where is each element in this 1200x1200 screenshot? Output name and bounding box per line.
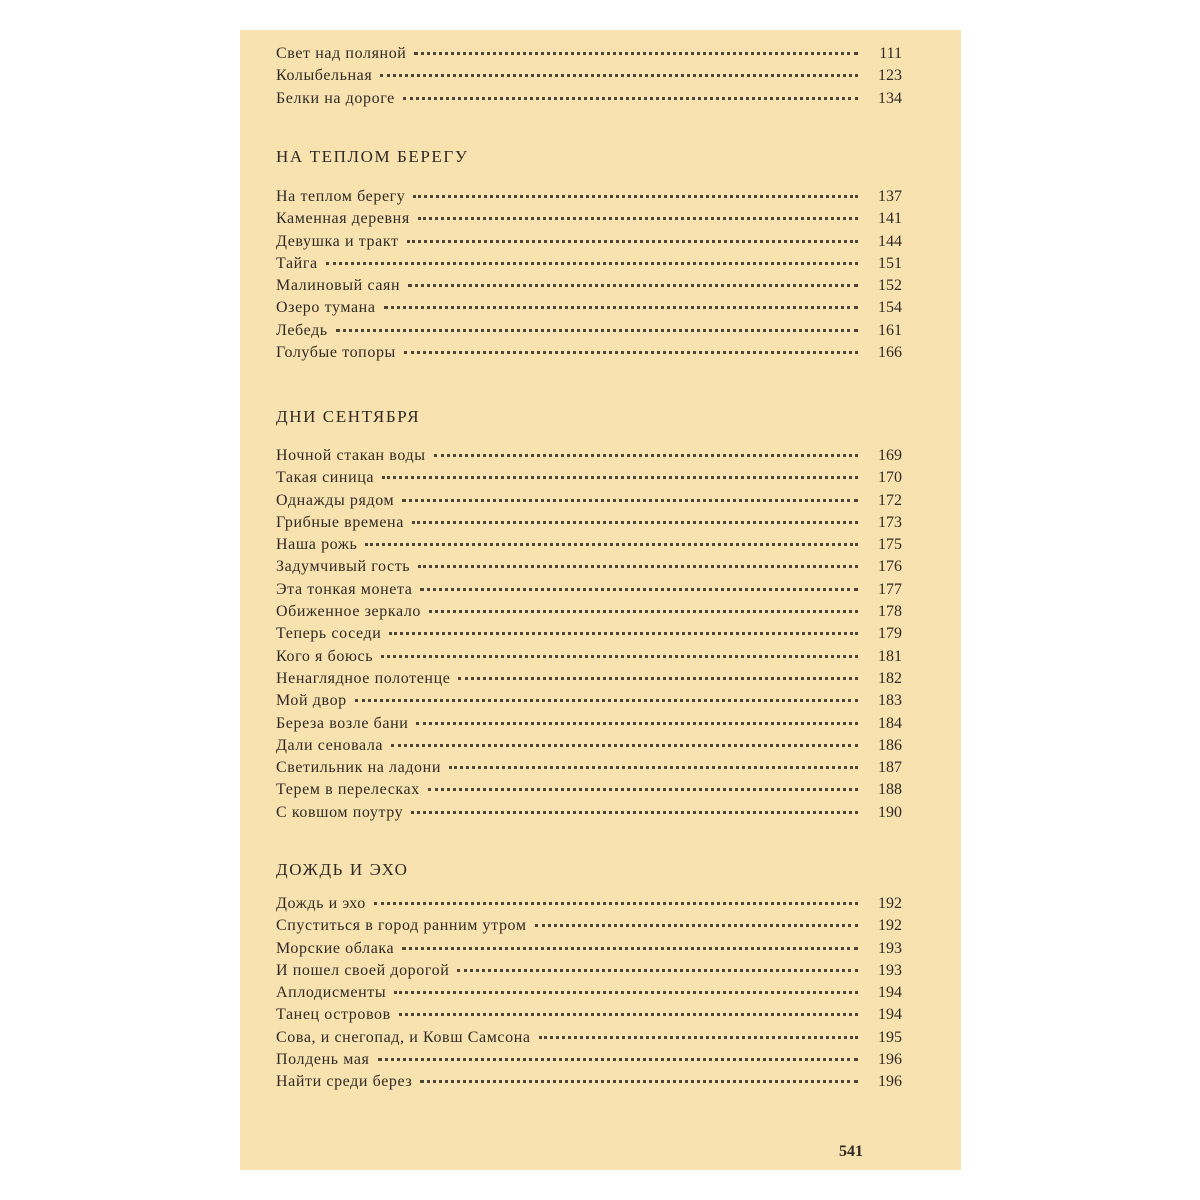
entry-page-number: 134 [878, 89, 902, 107]
dot-leader [365, 543, 858, 546]
dot-leader [412, 521, 858, 524]
entry-page-number: 187 [878, 759, 902, 777]
entry-title: Терем в перелесках [276, 781, 420, 799]
dot-leader [381, 655, 858, 658]
toc-list [276, 45, 902, 112]
entry-page-number: 141 [878, 210, 902, 228]
entry-title: И пошел своей дорогой [276, 961, 450, 979]
entry-page-number: 182 [878, 669, 902, 687]
toc-entry [276, 737, 902, 759]
toc-entry [276, 648, 902, 670]
entry-page-number: 193 [878, 961, 902, 979]
toc-entry [276, 492, 902, 514]
toc-entry [276, 469, 902, 491]
book-page [240, 30, 961, 1170]
toc-entry [276, 447, 902, 469]
entry-title: С ковшом поутру [276, 803, 404, 821]
entry-page-number: 177 [878, 580, 902, 598]
toc-entry [276, 917, 902, 939]
section-heading: ДОЖДЬ И ЭХО [276, 860, 409, 879]
dot-leader [407, 240, 858, 243]
dot-leader [539, 1036, 858, 1039]
toc-list [276, 895, 902, 1096]
entry-page-number: 195 [878, 1028, 902, 1046]
entry-page-number: 175 [878, 536, 902, 554]
entry-page-number: 161 [878, 321, 902, 339]
entry-title: Малиновый саян [276, 277, 401, 295]
toc-entry [276, 895, 902, 917]
toc-entry [276, 1051, 902, 1073]
entry-title: Голубые топоры [276, 344, 396, 362]
dot-leader [418, 565, 858, 568]
page-number: 541 [839, 1143, 863, 1160]
dot-leader [384, 306, 858, 309]
entry-title: Озеро тумана [276, 299, 376, 317]
toc-entry [276, 804, 902, 826]
toc-entry [276, 625, 902, 647]
entry-title: На теплом берегу [276, 188, 406, 205]
dot-leader [449, 766, 858, 769]
entry-page-number: 172 [878, 491, 902, 509]
toc-entry [276, 188, 902, 210]
entry-title: Ночной стакан воды [276, 447, 426, 464]
entry-title: Задумчивый гость [276, 558, 411, 576]
entry-title: Наша рожь [276, 536, 358, 554]
entry-title: Морские облака [276, 939, 395, 957]
toc-entry [276, 67, 902, 89]
toc-entry [276, 322, 902, 344]
toc-entry [276, 940, 902, 962]
toc-entry [276, 514, 902, 536]
entry-title: Грибные времена [276, 513, 404, 531]
entry-page-number: 194 [878, 1006, 902, 1024]
toc-entry [276, 962, 902, 984]
dot-leader [394, 991, 858, 994]
entry-title: Такая синица [276, 469, 375, 487]
entry-title: Обиженное зеркало [276, 603, 422, 621]
entry-title: Береза возле бани [276, 714, 409, 732]
toc-entry [276, 536, 902, 558]
dot-leader [535, 924, 858, 927]
toc-entry [276, 692, 902, 714]
toc-entry [276, 255, 902, 277]
entry-page-number: 181 [878, 647, 902, 665]
entry-page-number: 166 [878, 344, 902, 362]
toc-entry [276, 233, 902, 255]
entry-page-number: 111 [879, 45, 902, 62]
toc-entry [276, 277, 902, 299]
entry-page-number: 170 [878, 469, 902, 487]
entry-title: Танец островов [276, 1006, 391, 1024]
dot-leader [402, 947, 858, 950]
entry-title: Тайга [276, 254, 318, 272]
entry-page-number: 186 [878, 736, 902, 754]
dot-leader [411, 811, 858, 814]
entry-page-number: 193 [878, 939, 902, 957]
entry-page-number: 192 [878, 917, 902, 935]
dot-leader [416, 722, 858, 725]
entry-title: Аплодисменты [276, 984, 387, 1002]
dot-leader [402, 499, 858, 502]
dot-leader [418, 217, 858, 220]
dot-leader [378, 1058, 858, 1061]
toc-entry [276, 1073, 902, 1095]
toc-entry [276, 90, 902, 112]
entry-page-number: 179 [878, 625, 902, 643]
entry-title: Ненаглядное полотенце [276, 669, 451, 687]
entry-page-number: 169 [878, 447, 902, 464]
dot-leader [391, 744, 858, 747]
toc-entry [276, 210, 902, 232]
toc-entry [276, 781, 902, 803]
toc-entry [276, 344, 902, 366]
toc-entry [276, 603, 902, 625]
entry-page-number: 152 [878, 277, 902, 295]
entry-page-number: 178 [878, 603, 902, 621]
toc-entry [276, 558, 902, 580]
entry-title: Однажды рядом [276, 491, 395, 509]
dot-leader [382, 476, 858, 479]
entry-page-number: 190 [878, 803, 902, 821]
entry-title: Дождь и эхо [276, 895, 366, 912]
entry-title: Колыбельная [276, 67, 373, 85]
entry-page-number: 151 [878, 254, 902, 272]
entry-title: Теперь соседи [276, 625, 382, 643]
entry-title: Найти среди берез [276, 1073, 413, 1091]
dot-leader [413, 195, 858, 198]
entry-page-number: 154 [878, 299, 902, 317]
toc-entry [276, 670, 902, 692]
dot-leader [403, 97, 858, 100]
toc-entry [276, 45, 902, 67]
entry-title: Лебедь [276, 321, 328, 339]
entry-title: Светильник на ладони [276, 759, 441, 777]
toc-entry [276, 1029, 902, 1051]
toc-list [276, 188, 902, 366]
entry-page-number: 196 [878, 1073, 902, 1091]
dot-leader [457, 969, 858, 972]
dot-leader [414, 52, 858, 55]
entry-title: Мой двор [276, 692, 347, 710]
dot-leader [399, 1013, 858, 1016]
dot-leader [389, 632, 858, 635]
entry-page-number: 194 [878, 984, 902, 1002]
section-heading: НА ТЕПЛОМ БЕРЕГУ [276, 147, 469, 166]
entry-title: Спуститься в город ранним утром [276, 917, 527, 935]
entry-title: Кого я боюсь [276, 647, 374, 665]
entry-page-number: 196 [878, 1051, 902, 1069]
toc-list [276, 447, 902, 826]
entry-page-number: 192 [878, 895, 902, 912]
entry-page-number: 173 [878, 513, 902, 531]
toc-entry [276, 759, 902, 781]
entry-title: Белки на дороге [276, 89, 395, 107]
dot-leader [429, 610, 858, 613]
entry-page-number: 184 [878, 714, 902, 732]
toc-entry [276, 581, 902, 603]
entry-page-number: 144 [878, 232, 902, 250]
dot-leader [380, 74, 858, 77]
dot-leader [326, 262, 858, 265]
dot-leader [428, 788, 858, 791]
entry-title: Полдень мая [276, 1051, 370, 1069]
entry-title: Сова, и снегопад, и Ковш Самсона [276, 1028, 531, 1046]
entry-page-number: 123 [878, 67, 902, 85]
dot-leader [374, 902, 858, 905]
toc-entry [276, 299, 902, 321]
dot-leader [355, 699, 858, 702]
dot-leader [420, 588, 858, 591]
dot-leader [404, 351, 858, 354]
entry-title: Каменная деревня [276, 210, 410, 228]
toc-entry [276, 715, 902, 737]
entry-title: Девушка и тракт [276, 232, 399, 250]
toc-entry [276, 984, 902, 1006]
dot-leader [458, 677, 858, 680]
entry-page-number: 176 [878, 558, 902, 576]
dot-leader [408, 284, 858, 287]
entry-page-number: 137 [878, 188, 902, 205]
entry-title: Эта тонкая монета [276, 580, 413, 598]
entry-title: Дали сеновала [276, 736, 384, 754]
section-heading: ДНИ СЕНТЯБРЯ [276, 407, 421, 426]
dot-leader [434, 454, 858, 457]
entry-page-number: 183 [878, 692, 902, 710]
entry-title: Свет над поляной [276, 45, 407, 62]
dot-leader [420, 1080, 858, 1083]
toc-entry [276, 1006, 902, 1028]
entry-page-number: 188 [878, 781, 902, 799]
dot-leader [336, 329, 858, 332]
